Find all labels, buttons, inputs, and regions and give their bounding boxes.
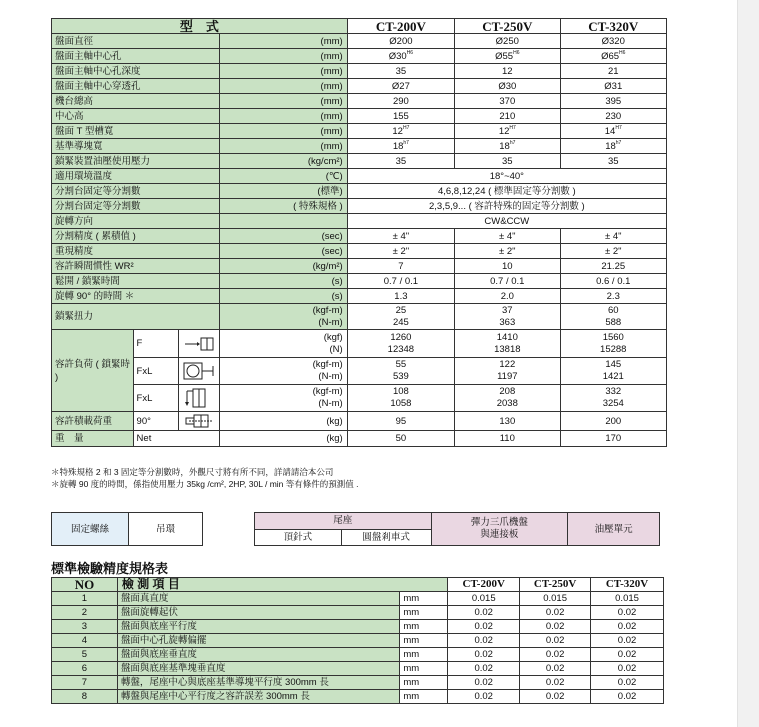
accuracy-col-ct200v: CT-200V bbox=[448, 578, 520, 592]
spec-value-ct250v: 12 bbox=[455, 64, 560, 79]
accuracy-item: 盤面中心孔旋轉偏擺 bbox=[117, 634, 399, 648]
spec-row bbox=[52, 229, 667, 244]
accuracy-item: 轉盤與尾座中心平行度之容許誤差 300mm 長 bbox=[117, 690, 399, 704]
spec-unit: (mm) bbox=[220, 34, 347, 49]
accuracy-no-header: NO bbox=[52, 578, 118, 592]
spec-label: 盤面主軸中心孔深度 bbox=[52, 64, 220, 79]
spec-row bbox=[52, 109, 667, 124]
accuracy-value-ct250v: 0.015 bbox=[520, 592, 591, 606]
load-fxl1-ct200v: 55 539 bbox=[347, 358, 454, 385]
carry-label: 容許積載荷重 bbox=[52, 412, 134, 431]
accuracy-value-ct250v: 0.02 bbox=[520, 676, 591, 690]
accuracy-unit: mm bbox=[400, 634, 448, 648]
load-fxl2-ct200v: 108 1058 bbox=[347, 385, 454, 412]
spec-unit: (mm) bbox=[220, 94, 347, 109]
accuracy-value-ct250v: 0.02 bbox=[520, 620, 591, 634]
spec-value-ct320v: 230 bbox=[560, 109, 666, 124]
accuracy-value-ct320v: 0.02 bbox=[591, 662, 664, 676]
col-ct200v: CT-200V bbox=[347, 19, 454, 34]
accuracy-no: 1 bbox=[52, 592, 118, 606]
spec-value-ct250v: 0.7 / 0.1 bbox=[455, 274, 560, 289]
spec-value-ct250v: 10 bbox=[455, 259, 560, 274]
accuracy-no: 5 bbox=[52, 648, 118, 662]
spec-unit: (kg/cm²) bbox=[220, 154, 347, 169]
accuracy-col-ct320v: CT-320V bbox=[591, 578, 664, 592]
load-fxl2-ct320v: 332 3254 bbox=[560, 385, 666, 412]
spec-value-ct250v: 2.0 bbox=[455, 289, 560, 304]
spec-value-ct200v: $18^{h7}$ bbox=[347, 139, 454, 154]
spec-row bbox=[52, 139, 667, 154]
spec-unit: (標準) bbox=[220, 184, 347, 199]
spec-value-ct320v: 2.3 bbox=[560, 289, 666, 304]
carry-ct250v: 130 bbox=[455, 412, 560, 431]
spec-value-ct250v: 35 bbox=[455, 154, 560, 169]
load-fxl1-units: (kgf-m) (N-m) bbox=[220, 358, 347, 385]
spec-label: 容許瞬間慣性 WR² bbox=[52, 259, 220, 274]
accuracy-item: 轉盤，尾座中心與底座基準導塊平行度 300mm 長 bbox=[117, 676, 399, 690]
accuracy-unit: mm bbox=[400, 676, 448, 690]
spec-unit: (sec) bbox=[220, 229, 347, 244]
accuracy-value-ct320v: 0.02 bbox=[591, 606, 664, 620]
footnotes bbox=[51, 466, 358, 490]
accuracy-value-ct200v: 0.02 bbox=[448, 634, 520, 648]
accuracy-value-ct320v: 0.02 bbox=[591, 634, 664, 648]
spec-row bbox=[52, 49, 667, 64]
accessory-tail-disk: 圓盤剎車式 bbox=[341, 529, 431, 546]
carry-ct320v: 200 bbox=[560, 412, 666, 431]
carry-angle: 90° bbox=[133, 412, 179, 431]
torque-label: 鎖緊扭力 bbox=[52, 304, 220, 330]
spec-value-ct200v: 0.7 / 0.1 bbox=[347, 274, 454, 289]
spec-label: 分割台固定等分割數 bbox=[52, 199, 220, 214]
spec-label: 重現精度 bbox=[52, 244, 220, 259]
spec-value-ct320v: 21.25 bbox=[560, 259, 666, 274]
spec-value-ct250v: Ø250 bbox=[455, 34, 560, 49]
load-fxl2-diagram bbox=[179, 385, 220, 412]
load-fxl1-diagram bbox=[179, 358, 220, 385]
load-label: 容許負荷 ( 鎖緊時 ) bbox=[52, 330, 134, 412]
spec-value-ct200v: 155 bbox=[347, 109, 454, 124]
accuracy-unit: mm bbox=[400, 648, 448, 662]
spec-value-ct200v: Ø200 bbox=[347, 34, 454, 49]
spec-row bbox=[52, 79, 667, 94]
accuracy-value-ct200v: 0.02 bbox=[448, 606, 520, 620]
accuracy-no: 4 bbox=[52, 634, 118, 648]
spec-row bbox=[52, 154, 667, 169]
accuracy-value-ct320v: 0.02 bbox=[591, 620, 664, 634]
load-f-ct200v: 1260 12348 bbox=[347, 330, 454, 358]
accuracy-table bbox=[51, 577, 664, 704]
accuracy-value-ct320v: 0.02 bbox=[591, 676, 664, 690]
accuracy-no: 2 bbox=[52, 606, 118, 620]
spec-merged-value: 2,3,5,9... ( 容許特殊的固定等分割數 ) bbox=[347, 199, 666, 214]
spec-value-ct320v: $14^{H7}$ bbox=[560, 124, 666, 139]
spec-unit: (mm) bbox=[220, 109, 347, 124]
weight-ct250v: 110 bbox=[455, 431, 560, 447]
spec-value-ct250v: 210 bbox=[455, 109, 560, 124]
accuracy-unit: mm bbox=[400, 620, 448, 634]
carry-unit: (kg) bbox=[220, 412, 347, 431]
accuracy-row bbox=[52, 676, 664, 690]
accuracy-item: 盤面與底座基準塊垂直度 bbox=[117, 662, 399, 676]
accuracy-value-ct200v: 0.015 bbox=[448, 592, 520, 606]
load-f-ct250v: 1410 13818 bbox=[455, 330, 560, 358]
load-fxl2-ct250v: 208 2038 bbox=[455, 385, 560, 412]
torque-units: (kgf-m) (N-m) bbox=[220, 304, 347, 330]
col-ct250v: CT-250V bbox=[455, 19, 560, 34]
accuracy-value-ct320v: 0.02 bbox=[591, 648, 664, 662]
accessory-optional-table bbox=[254, 512, 660, 546]
weight-unit: (kg) bbox=[220, 431, 347, 447]
spec-row bbox=[52, 94, 667, 109]
accessory-fixed-table bbox=[51, 512, 203, 546]
weight-ct200v: 50 bbox=[347, 431, 454, 447]
spec-row bbox=[52, 259, 667, 274]
accuracy-value-ct250v: 0.02 bbox=[520, 690, 591, 704]
load-f-name: F bbox=[133, 330, 179, 358]
load-fxl1-name: FxL bbox=[133, 358, 179, 385]
accuracy-item: 盤面真直度 bbox=[117, 592, 399, 606]
spec-value-ct200v: $12^{H7}$ bbox=[347, 124, 454, 139]
torque-diagram-icon bbox=[183, 387, 215, 409]
spec-label: 盤面 T 型槽寬 bbox=[52, 124, 220, 139]
load-f-diagram bbox=[179, 330, 220, 358]
spec-value-ct320v: 0.6 / 0.1 bbox=[560, 274, 666, 289]
accuracy-row bbox=[52, 620, 664, 634]
load-fxl1-ct250v: 122 1197 bbox=[455, 358, 560, 385]
spec-label: 旋轉方向 bbox=[52, 214, 220, 229]
spec-row bbox=[52, 244, 667, 259]
accuracy-value-ct250v: 0.02 bbox=[520, 606, 591, 620]
page-side-margin bbox=[737, 0, 759, 727]
spec-unit: (s) bbox=[220, 289, 347, 304]
accessory-tail-top: 頂針式 bbox=[255, 529, 342, 546]
spec-label: 分割精度 ( 累積值 ) bbox=[52, 229, 220, 244]
spec-value-ct320v: 21 bbox=[560, 64, 666, 79]
accuracy-value-ct250v: 0.02 bbox=[520, 662, 591, 676]
spec-label: 中心高 bbox=[52, 109, 220, 124]
accuracy-value-ct320v: 0.015 bbox=[591, 592, 664, 606]
spec-unit: (mm) bbox=[220, 139, 347, 154]
accuracy-value-ct200v: 0.02 bbox=[448, 676, 520, 690]
moment-diagram-icon bbox=[179, 360, 219, 382]
spec-value-ct250v: ± 4" bbox=[455, 229, 560, 244]
spec-value-ct250v: Ø30 bbox=[455, 79, 560, 94]
spec-value-ct200v: ± 4" bbox=[347, 229, 454, 244]
spec-value-ct200v: $Ø30^{H6}$ bbox=[347, 49, 454, 64]
spec-value-ct250v: 370 bbox=[455, 94, 560, 109]
accuracy-row bbox=[52, 634, 664, 648]
spec-unit: (mm) bbox=[220, 64, 347, 79]
spec-value-ct320v: Ø31 bbox=[560, 79, 666, 94]
spec-unit: (mm) bbox=[220, 124, 347, 139]
weight-ct320v: 170 bbox=[560, 431, 666, 447]
accuracy-item: 盤面旋轉起伏 bbox=[117, 606, 399, 620]
torque-ct200v: 25 245 bbox=[347, 304, 454, 330]
spec-unit: (℃) bbox=[220, 169, 347, 184]
accuracy-unit: mm bbox=[400, 606, 448, 620]
spec-label: 盤面主軸中心孔 bbox=[52, 49, 220, 64]
torque-ct250v: 37 363 bbox=[455, 304, 560, 330]
spec-row bbox=[52, 169, 667, 184]
spec-row bbox=[52, 289, 667, 304]
spec-value-ct200v: Ø27 bbox=[347, 79, 454, 94]
spec-label: 機台總高 bbox=[52, 94, 220, 109]
spec-row bbox=[52, 184, 667, 199]
accuracy-row bbox=[52, 606, 664, 620]
weight-label: 重 量 bbox=[52, 431, 134, 447]
accuracy-value-ct200v: 0.02 bbox=[448, 662, 520, 676]
spec-value-ct200v: 35 bbox=[347, 154, 454, 169]
carry-diagram bbox=[179, 412, 220, 431]
accuracy-col-ct250v: CT-250V bbox=[520, 578, 591, 592]
spec-unit bbox=[220, 214, 347, 229]
spec-unit: ( 特殊規格 ) bbox=[220, 199, 347, 214]
spec-value-ct320v: $Ø65^{H6}$ bbox=[560, 49, 666, 64]
accuracy-no: 8 bbox=[52, 690, 118, 704]
spec-value-ct320v: ± 2" bbox=[560, 244, 666, 259]
spec-value-ct200v: 35 bbox=[347, 64, 454, 79]
accuracy-value-ct200v: 0.02 bbox=[448, 690, 520, 704]
accuracy-item-header: 檢 測 項 目 bbox=[117, 578, 447, 592]
carry-ct200v: 95 bbox=[347, 412, 454, 431]
accuracy-value-ct200v: 0.02 bbox=[448, 620, 520, 634]
spec-label: 旋轉 90° 的時間 ＊ bbox=[52, 289, 220, 304]
load-fxl1-ct320v: 145 1421 bbox=[560, 358, 666, 385]
vertical-load-diagram-icon bbox=[183, 413, 215, 429]
accuracy-row bbox=[52, 648, 664, 662]
spec-row bbox=[52, 124, 667, 139]
accuracy-unit: mm bbox=[400, 592, 448, 606]
footnote: ＊旋轉 90 度的時間，係指使用壓力 35kg /cm², 2HP, 30L / min 等有條件的預測值 . bbox=[51, 479, 359, 489]
spec-merged-value: 18°~40° bbox=[347, 169, 666, 184]
accuracy-value-ct200v: 0.02 bbox=[448, 648, 520, 662]
spec-unit: (mm) bbox=[220, 49, 347, 64]
spec-label: 分割台固定等分割數 bbox=[52, 184, 220, 199]
accuracy-unit: mm bbox=[400, 690, 448, 704]
spec-row bbox=[52, 199, 667, 214]
accuracy-no: 6 bbox=[52, 662, 118, 676]
spec-value-ct200v: ± 2" bbox=[347, 244, 454, 259]
spec-row bbox=[52, 214, 667, 229]
spec-label: 鬆開 / 鎖緊時間 bbox=[52, 274, 220, 289]
spec-unit: (s) bbox=[220, 274, 347, 289]
spec-unit: (kg/m²) bbox=[220, 259, 347, 274]
accessory-tailstock: 尾座 bbox=[255, 513, 432, 530]
accuracy-unit: mm bbox=[400, 662, 448, 676]
accessory-chuck: 彈力三爪機盤 與連接板 bbox=[431, 513, 568, 546]
spec-unit: (mm) bbox=[220, 79, 347, 94]
spec-value-ct320v: Ø320 bbox=[560, 34, 666, 49]
spec-value-ct200v: 290 bbox=[347, 94, 454, 109]
spec-table bbox=[51, 18, 667, 447]
accuracy-title: 標準檢驗精度規格表 bbox=[51, 561, 169, 576]
spec-row bbox=[52, 34, 667, 49]
torque-ct320v: 60 588 bbox=[560, 304, 666, 330]
spec-value-ct320v: $18^{h7}$ bbox=[560, 139, 666, 154]
accuracy-no: 3 bbox=[52, 620, 118, 634]
footnote: ＊特殊規格 2 和 3 固定等分割數時，外觀尺寸將有所不同，詳請請洽本公司 bbox=[51, 467, 334, 477]
accuracy-item: 盤面與底座平行度 bbox=[117, 620, 399, 634]
accuracy-value-ct320v: 0.02 bbox=[591, 690, 664, 704]
load-f-units: (kgf) (N) bbox=[220, 330, 347, 358]
accuracy-value-ct250v: 0.02 bbox=[520, 634, 591, 648]
spec-value-ct250v: $12^{H7}$ bbox=[455, 124, 560, 139]
accessory-lifting-ring: 吊環 bbox=[129, 513, 203, 546]
accessory-fixed-bolt: 固定螺絲 bbox=[52, 513, 129, 546]
spec-value-ct200v: 1.3 bbox=[347, 289, 454, 304]
spec-label: 適用環境溫度 bbox=[52, 169, 220, 184]
accuracy-value-ct250v: 0.02 bbox=[520, 648, 591, 662]
accuracy-row bbox=[52, 592, 664, 606]
model-header: 型 式 bbox=[52, 19, 348, 34]
spec-label: 盤面主軸中心穿透孔 bbox=[52, 79, 220, 94]
spec-value-ct250v: $Ø55^{H6}$ bbox=[455, 49, 560, 64]
spec-label: 盤面直徑 bbox=[52, 34, 220, 49]
spec-value-ct320v: 395 bbox=[560, 94, 666, 109]
force-diagram-icon bbox=[183, 335, 215, 353]
spec-value-ct250v: $18^{h7}$ bbox=[455, 139, 560, 154]
load-fxl2-name: FxL bbox=[133, 385, 179, 412]
spec-merged-value: 4,6,8,12,24 ( 標準固定等分割數 ) bbox=[347, 184, 666, 199]
spec-value-ct320v: ± 4" bbox=[560, 229, 666, 244]
col-ct320v: CT-320V bbox=[560, 19, 666, 34]
spec-row bbox=[52, 274, 667, 289]
accessory-hydraulic-unit: 油壓單元 bbox=[568, 513, 660, 546]
accuracy-row bbox=[52, 662, 664, 676]
spec-value-ct320v: 35 bbox=[560, 154, 666, 169]
accuracy-no: 7 bbox=[52, 676, 118, 690]
spec-value-ct250v: ± 2" bbox=[455, 244, 560, 259]
load-f-ct320v: 1560 15288 bbox=[560, 330, 666, 358]
spec-label: 鎖緊裝置油壓使用壓力 bbox=[52, 154, 220, 169]
load-fxl2-units: (kgf-m) (N-m) bbox=[220, 385, 347, 412]
spec-label: 基準導塊寬 bbox=[52, 139, 220, 154]
weight-sub: Net bbox=[133, 431, 220, 447]
accuracy-row bbox=[52, 690, 664, 704]
spec-merged-value: CW&CCW bbox=[347, 214, 666, 229]
spec-value-ct200v: 7 bbox=[347, 259, 454, 274]
spec-row bbox=[52, 64, 667, 79]
accuracy-item: 盤面與底座垂直度 bbox=[117, 648, 399, 662]
spec-unit: (sec) bbox=[220, 244, 347, 259]
